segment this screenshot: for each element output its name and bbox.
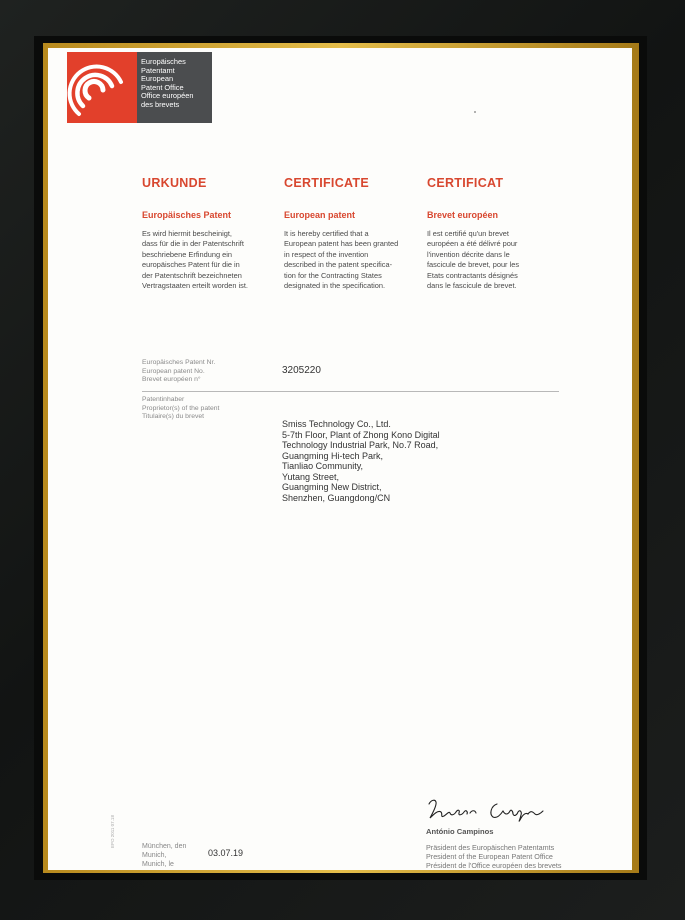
logo-line: European [141,74,174,84]
proprietor-line: Technology Industrial Park, No.7 Road, [282,440,439,450]
label-line: Brevet européen n° [142,376,201,384]
proprietor-line: Smiss Technology Co., Ltd. [282,419,391,429]
label-line: Patentinhaber [142,396,185,403]
logo-line: Patent Office [141,82,184,92]
column-english [284,176,424,291]
heading-certificat: CERTIFICAT [427,176,504,190]
body-line: Il est certifié qu'un brevet [427,229,509,238]
proprietor-line: Shenzhen, Guangdong/CN [282,492,391,503]
column-german [142,176,282,291]
logo-line: Patentamt [141,65,175,75]
title-line: Président de l'Office européen des brevets [426,861,562,870]
epo-logo [67,52,212,123]
signatory-name: António Campinos [426,827,494,836]
patent-number-value: 3205220 [282,365,321,376]
body-english [284,229,424,291]
issue-date: 03.07.19 [208,848,244,858]
place-line: München, den [142,843,187,850]
body-line: European patent has been granted [284,239,399,249]
body-line: l'invention décrite dans le [427,249,510,259]
label-line: Titulaire(s) du brevet [142,413,205,421]
body-line: beschriebene Erfindung ein [142,249,232,259]
divider-line [142,391,559,392]
signature-image [423,796,563,831]
logo-line: des brevets [141,99,180,109]
heading-certificate: CERTIFICATE [284,176,370,190]
signatory-title [426,843,562,870]
label-line: European patent No. [142,367,205,375]
title-line: President of the European Patent Office [426,852,553,861]
body-line: européen a été délivré pour [427,239,518,249]
body-line: described in the patent specifica- [284,260,393,270]
body-line: It is hereby certified that a [284,229,369,238]
subheading-german: Europäisches Patent [142,210,232,220]
body-french [427,229,567,291]
certificate-paper [48,48,632,870]
place-label [142,842,186,869]
paper-speck [474,111,476,113]
body-line: in respect of the invention [284,249,369,259]
body-line: europäisches Patent für die in [142,260,240,270]
form-code: EPO 2011 07.18 [110,815,115,848]
subheading-french: Brevet européen [427,210,499,220]
body-line: fascicule de brevet, pour les [427,260,520,270]
proprietor-line: Guangming Hi-tech Park, [282,450,384,461]
proprietor-value [282,419,440,503]
patent-number-label [142,359,215,385]
place-line: Munich, le [142,861,174,868]
column-french [427,176,567,291]
body-line: dass für die in der Patentschrift [142,239,244,249]
logo-line: Office européen [141,91,194,101]
body-line: Vertragstaaten erteilt worden ist. [142,281,248,291]
proprietor-label [142,396,219,422]
subheading-english: European patent [284,210,356,220]
epo-logo-text [137,52,212,123]
logo-line: Europäisches [141,57,186,66]
body-line: designated in the specification. [284,281,386,291]
proprietor-line: Guangming New District, [282,482,382,492]
body-line: dans le fascicule de brevet. [427,281,517,291]
epo-logo-mark-icon [67,52,137,123]
label-line: Proprietor(s) of the patent [142,404,220,412]
body-line: Es wird hiermit bescheinigt, [142,229,232,238]
body-line: der Patentschrift bezeichneten [142,270,242,280]
proprietor-line: Yutang Street, [282,471,340,482]
body-line: Etats contractants désignés [427,270,518,280]
label-line: Europäisches Patent Nr. [142,359,216,366]
proprietor-line: Tianliao Community, [282,461,364,471]
body-german [142,229,282,291]
title-line: Präsident des Europäischen Patentamts [426,843,555,852]
body-line: tion for the Contracting States [284,270,382,280]
heading-urkunde: URKUNDE [142,176,207,190]
proprietor-line: 5-7th Floor, Plant of Zhong Kono Digital [282,429,440,440]
place-line: Munich, [142,852,167,859]
